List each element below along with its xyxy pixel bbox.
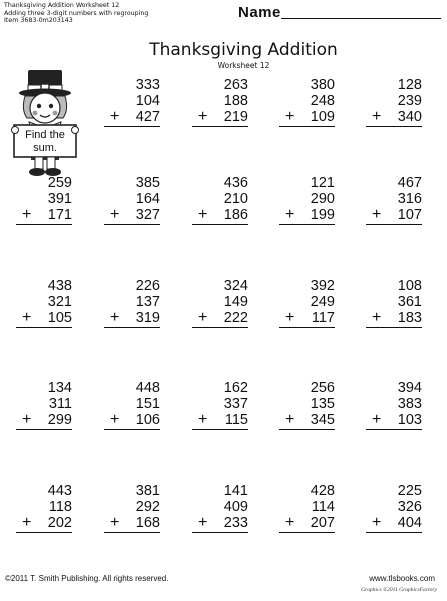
footer-copyright: ©2011 T. Smith Publishing. All rights reserved.: [5, 574, 169, 583]
addend-1: 141: [223, 483, 248, 499]
addend-3-row: [192, 109, 248, 127]
addend-2: 391: [47, 191, 72, 207]
addend-3-row: [16, 412, 72, 430]
footer-website: www.tlsbooks.com: [369, 574, 435, 583]
plus-sign: +: [285, 206, 295, 223]
addend-1: 448: [135, 380, 160, 396]
addition-problem: [192, 483, 248, 533]
page-subtitle: Worksheet 12: [217, 61, 270, 70]
addend-1: 443: [47, 483, 72, 499]
addend-3: 233: [223, 515, 248, 531]
addend-1: 263: [223, 77, 248, 93]
addend-3-row: [279, 207, 335, 225]
addition-problem: [104, 380, 160, 430]
addition-problem: [366, 175, 422, 225]
addition-problem: [192, 175, 248, 225]
addend-3: 319: [135, 310, 160, 326]
addend-3-row: [104, 515, 160, 533]
addend-3-row: [16, 310, 72, 328]
addition-problem: [192, 77, 248, 127]
plus-sign: +: [372, 514, 382, 531]
addend-2: 164: [135, 191, 160, 207]
addend-2: 249: [310, 294, 335, 310]
addition-problem: [366, 77, 422, 127]
addend-2: 321: [47, 294, 72, 310]
addend-2: 137: [135, 294, 160, 310]
plus-sign: +: [110, 108, 120, 125]
addend-3-row: [104, 109, 160, 127]
sign-line-find: Find the: [25, 129, 65, 141]
addend-1: 121: [310, 175, 335, 191]
worksheet-id-line1: Thanksgiving Addition Worksheet 12: [4, 2, 120, 9]
plus-sign: +: [198, 108, 208, 125]
addend-3: 427: [135, 109, 160, 125]
addend-1: 108: [397, 278, 422, 294]
addition-problem: [192, 380, 248, 430]
addend-3-row: [192, 207, 248, 225]
addend-3-row: [104, 310, 160, 328]
addend-3: 345: [310, 412, 335, 428]
plus-sign: +: [285, 108, 295, 125]
addition-problem: [279, 175, 335, 225]
addition-problem: [104, 77, 160, 127]
plus-sign: +: [372, 108, 382, 125]
addend-2: 316: [397, 191, 422, 207]
addition-problem: [366, 483, 422, 533]
addend-3-row: [366, 207, 422, 225]
addend-3-row: [192, 310, 248, 328]
addend-3-row: [366, 515, 422, 533]
addend-2: 383: [397, 396, 422, 412]
addend-3: 202: [47, 515, 72, 531]
addend-3: 107: [397, 207, 422, 223]
worksheet-id-line3: Item 3683-0m203143: [4, 17, 73, 24]
addend-3: 199: [310, 207, 335, 223]
addend-1: 381: [135, 483, 160, 499]
addend-3-row: [192, 412, 248, 430]
addend-3: 340: [397, 109, 422, 125]
addend-2: 326: [397, 499, 422, 515]
plus-sign: +: [22, 206, 32, 223]
addend-3-row: [366, 109, 422, 127]
plus-sign: +: [198, 309, 208, 326]
addend-3: 168: [135, 515, 160, 531]
addend-1: 436: [223, 175, 248, 191]
addition-problem: [104, 483, 160, 533]
addition-problem: [16, 175, 72, 225]
addend-2: 210: [223, 191, 248, 207]
addend-3-row: [366, 310, 422, 328]
addend-3: 109: [310, 109, 335, 125]
addend-3: 327: [135, 207, 160, 223]
addend-1: 467: [397, 175, 422, 191]
addend-1: 380: [310, 77, 335, 93]
addend-1: 394: [397, 380, 422, 396]
addend-2: 104: [135, 93, 160, 109]
addition-problem: [16, 483, 72, 533]
addend-2: 151: [135, 396, 160, 412]
plus-sign: +: [285, 411, 295, 428]
addition-problem: [366, 278, 422, 328]
addend-1: 385: [135, 175, 160, 191]
addend-1: 256: [310, 380, 335, 396]
addend-1: 428: [310, 483, 335, 499]
addend-1: 226: [135, 278, 160, 294]
addend-2: 290: [310, 191, 335, 207]
addition-problem: [16, 380, 72, 430]
plus-sign: +: [22, 309, 32, 326]
addend-3-row: [104, 207, 160, 225]
plus-sign: +: [372, 206, 382, 223]
addend-3: 186: [223, 207, 248, 223]
addend-1: 392: [310, 278, 335, 294]
addend-3: 222: [223, 310, 248, 326]
plus-sign: +: [285, 309, 295, 326]
addend-2: 337: [223, 396, 248, 412]
addend-3: 117: [311, 310, 335, 326]
addend-2: 188: [223, 93, 248, 109]
addend-1: 324: [223, 278, 248, 294]
plus-sign: +: [285, 514, 295, 531]
addend-3-row: [279, 109, 335, 127]
addition-problem: [279, 380, 335, 430]
addend-2: 149: [223, 294, 248, 310]
addition-problem: [192, 278, 248, 328]
name-label: Name: [238, 4, 281, 21]
addend-3: 115: [224, 412, 248, 428]
addend-3-row: [16, 515, 72, 533]
sign-line-sum: sum.: [33, 142, 57, 154]
addend-3: 219: [223, 109, 248, 125]
addend-2: 409: [223, 499, 248, 515]
addition-problem: [279, 483, 335, 533]
addition-problem: [279, 77, 335, 127]
addend-3: 103: [397, 412, 422, 428]
plus-sign: +: [198, 514, 208, 531]
plus-sign: +: [372, 411, 382, 428]
plus-sign: +: [110, 309, 120, 326]
addend-3: 207: [310, 515, 335, 531]
addend-1: 438: [47, 278, 72, 294]
addend-2: 239: [397, 93, 422, 109]
addend-3-row: [192, 515, 248, 533]
plus-sign: +: [22, 514, 32, 531]
addend-2: 311: [48, 396, 72, 412]
addend-3-row: [279, 310, 335, 328]
addend-1: 225: [397, 483, 422, 499]
addend-1: 128: [397, 77, 422, 93]
addend-2: 135: [310, 396, 335, 412]
addend-3: 171: [47, 207, 72, 223]
addend-1: 333: [135, 77, 160, 93]
addend-3: 106: [135, 412, 160, 428]
addend-2: 118: [48, 499, 72, 515]
plus-sign: +: [110, 206, 120, 223]
plus-sign: +: [372, 309, 382, 326]
plus-sign: +: [198, 206, 208, 223]
addition-problem: [16, 278, 72, 328]
addend-3-row: [279, 515, 335, 533]
addition-problem: [104, 175, 160, 225]
addend-3-row: [16, 207, 72, 225]
addition-problem: [104, 278, 160, 328]
addend-2: 114: [311, 499, 335, 515]
addend-3: 299: [47, 412, 72, 428]
addend-1: 134: [47, 380, 72, 396]
addend-3: 404: [397, 515, 422, 531]
plus-sign: +: [110, 411, 120, 428]
plus-sign: +: [198, 411, 208, 428]
addend-2: 292: [135, 499, 160, 515]
addend-2: 248: [310, 93, 335, 109]
addend-2: 361: [397, 294, 422, 310]
plus-sign: +: [110, 514, 120, 531]
addition-problem: [366, 380, 422, 430]
addend-3: 183: [397, 310, 422, 326]
addend-3: 105: [47, 310, 72, 326]
addend-1: 259: [47, 175, 72, 191]
addend-3-row: [104, 412, 160, 430]
addend-3-row: [279, 412, 335, 430]
page-title: Thanksgiving Addition: [149, 40, 338, 60]
addend-1: 162: [223, 380, 248, 396]
worksheet-id-line2: Adding three 3-digit numbers with regrouping: [4, 9, 149, 17]
addend-3-row: [366, 412, 422, 430]
plus-sign: +: [22, 411, 32, 428]
addition-problem: [279, 278, 335, 328]
footer-graphics-credit: Graphics ©2011 GraphicsFactory: [361, 587, 437, 593]
